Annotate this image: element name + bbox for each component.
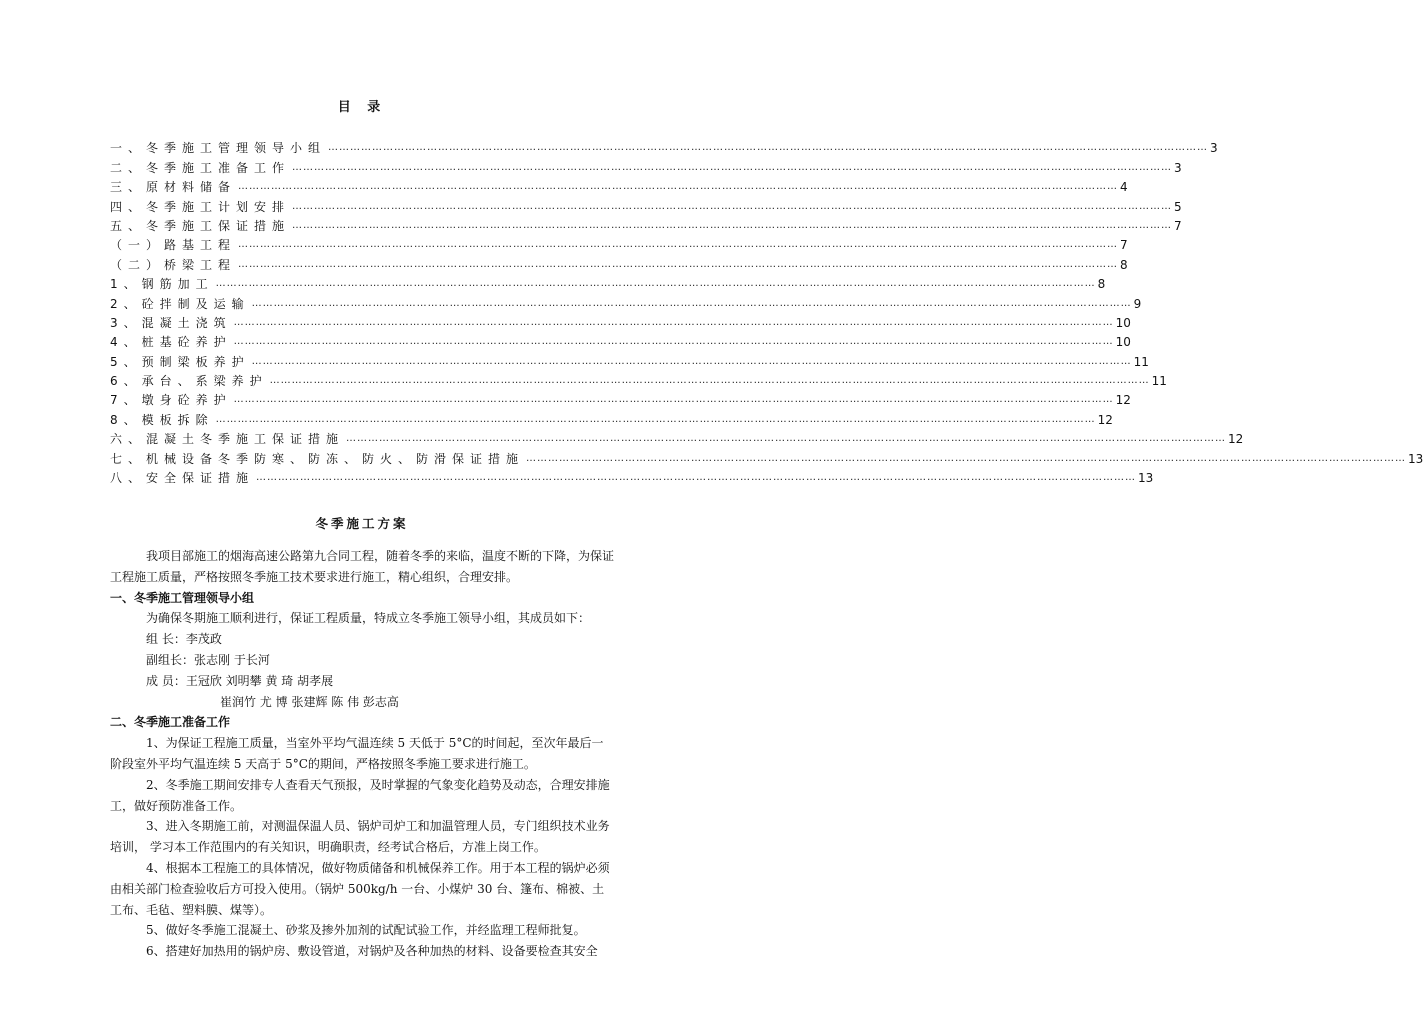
- toc-entry-label: 三、原材料储备: [110, 180, 237, 195]
- toc-entry-page: 3: [1174, 160, 1182, 175]
- document-title: 冬季施工方案: [315, 516, 409, 531]
- toc-leader-dots: ……………………………………………………………………………………………………………………………………………………………………………………………………………………: [292, 200, 1173, 212]
- toc-entry[interactable]: [110, 330, 1131, 350]
- toc-leader-dots: ……………………………………………………………………………………………………………………………………………………………………………………………………………………: [256, 472, 1137, 484]
- toc-entry[interactable]: [110, 252, 1128, 272]
- toc-entry-page: 11: [1151, 374, 1167, 389]
- toc-leader-dots: ……………………………………………………………………………………………………………………………………………………………………………………………………………………: [238, 258, 1119, 270]
- toc-leader-dots: ……………………………………………………………………………………………………………………………………………………………………………………………………………………: [346, 433, 1227, 445]
- toc-entry[interactable]: [110, 155, 1182, 175]
- toc-entry-label: 五、冬季施工保证措施: [110, 218, 291, 233]
- toc-entry[interactable]: [110, 311, 1131, 330]
- paragraph: 为确保冬期施工顺利进行，保证工程质量，特成立冬季施工领导小组，其成员如下：: [146, 611, 591, 626]
- toc-entry-label: 六、混凝土冬季施工保证措施: [110, 432, 345, 447]
- paragraph: 5、做好冬季施工混凝土、砂浆及掺外加剂的试配试验工作，并经监理工程师批复。: [146, 923, 586, 938]
- toc-leader-dots: ……………………………………………………………………………………………………………………………………………………………………………………………………………………: [328, 142, 1209, 154]
- members-line: 成 员：王冠欣 刘明攀 黄 琦 胡孝展: [146, 673, 334, 688]
- toc-entry[interactable]: [110, 214, 1182, 233]
- toc-entry-page: 8: [1120, 257, 1128, 272]
- toc-entry[interactable]: [110, 466, 1154, 486]
- deputy-leader: 副组长：张志刚 于长河: [146, 652, 270, 667]
- toc-leader-dots: ……………………………………………………………………………………………………………………………………………………………………………………………………………………: [251, 355, 1132, 367]
- toc-entry-page: 3: [1210, 141, 1218, 156]
- toc-leader-dots: ……………………………………………………………………………………………………………………………………………………………………………………………………………………: [238, 181, 1119, 193]
- toc-leader-dots: ……………………………………………………………………………………………………………………………………………………………………………………………………………………: [269, 375, 1150, 387]
- toc-entry-label: 5、预制梁板养护: [110, 354, 250, 369]
- toc-leader-dots: ……………………………………………………………………………………………………………………………………………………………………………………………………………………: [215, 413, 1096, 425]
- toc-entry-label: 6、承台、系梁养护: [110, 374, 268, 389]
- toc-entry[interactable]: [110, 175, 1128, 195]
- toc-entry[interactable]: [110, 233, 1128, 253]
- toc-title: 目 录: [337, 100, 387, 115]
- toc-entry-label: 4、桩基砼养护: [110, 335, 232, 350]
- paragraph: 6、搭建好加热用的锅炉房、敷设管道，对锅炉及各种加热的材料、设备要检查其安全: [146, 944, 598, 959]
- toc-entry-page: 13: [1138, 471, 1154, 486]
- toc-entry-page: 4: [1120, 180, 1128, 195]
- toc-leader-dots: ……………………………………………………………………………………………………………………………………………………………………………………………………………………: [526, 452, 1407, 464]
- toc-entry[interactable]: [110, 194, 1182, 214]
- toc-leader-dots: ……………………………………………………………………………………………………………………………………………………………………………………………………………………: [233, 336, 1114, 348]
- toc-entry-label: 2、砼拌制及运输: [110, 296, 250, 311]
- toc-leader-dots: ……………………………………………………………………………………………………………………………………………………………………………………………………………………: [292, 219, 1173, 231]
- toc-leader-dots: ……………………………………………………………………………………………………………………………………………………………………………………………………………………: [238, 239, 1119, 251]
- toc-entry-label: 3、混凝土浇筑: [110, 315, 232, 330]
- toc-entry-label: （一）路基工程: [110, 238, 237, 253]
- toc-leader-dots: ……………………………………………………………………………………………………………………………………………………………………………………………………………………: [292, 161, 1173, 173]
- toc-leader-dots: ……………………………………………………………………………………………………………………………………………………………………………………………………………………: [233, 316, 1114, 328]
- toc-leader-dots: ……………………………………………………………………………………………………………………………………………………………………………………………………………………: [233, 394, 1114, 406]
- group-leader: 组 长：李茂政: [146, 632, 222, 647]
- toc-entry-label: 八、安全保证措施: [110, 471, 255, 486]
- toc-entry-page: 12: [1097, 412, 1113, 427]
- toc-entry[interactable]: [110, 388, 1131, 408]
- toc-entry-page: 12: [1228, 432, 1244, 447]
- paragraph: 3、进入冬期施工前，对测温保温人员、锅炉司炉工和加温管理人员，专门组织技术业务培训， 学习本工作范围内的有关知识，明确职责，经考试合格后，方准上岗工作。: [110, 819, 610, 855]
- toc-entry-label: 7、墩身砼养护: [110, 393, 232, 408]
- section-heading: 一、冬季施工管理领导小组: [110, 590, 255, 605]
- toc-entry[interactable]: [110, 272, 1106, 292]
- toc-entry-page: 5: [1174, 199, 1182, 214]
- toc-entry[interactable]: [110, 369, 1167, 389]
- toc-leader-dots: ……………………………………………………………………………………………………………………………………………………………………………………………………………………: [215, 278, 1096, 290]
- members-line: 崔润竹 尤 博 张建辉 陈 伟 彭志高: [220, 694, 399, 709]
- toc-entry-page: 9: [1133, 296, 1142, 311]
- toc-entry[interactable]: [110, 349, 1149, 369]
- toc-entry[interactable]: [110, 407, 1113, 427]
- toc-entry-page: 8: [1097, 277, 1106, 292]
- toc-entry-label: 四、冬季施工计划安排: [110, 199, 291, 214]
- toc-entry-page: 7: [1174, 218, 1182, 233]
- intro-paragraph: 我项目部施工的烟海高速公路第九合同工程，随着冬季的来临，温度不断的下降，为保证工程施工质量，严格按照冬季施工技术要求进行施工，精心组织，合理安排。: [110, 549, 615, 584]
- table-of-contents: [110, 136, 1423, 486]
- paragraph: 4、根据本工程施工的具体情况，做好物质储备和机械保养工作。用于本工程的锅炉必须由相关部门检查验收后方可投入使用。（锅炉 500kg/h 一台、小煤炉 30 台、篷布、棉被、土工布、毛毡、塑料膜、煤等）。: [110, 860, 610, 917]
- toc-entry-label: 二、冬季施工准备工作: [110, 160, 291, 175]
- toc-entry-page: 13: [1408, 451, 1423, 466]
- paragraph: 1、为保证工程施工质量，当室外平均气温连续 5 天低于 5°C的时间起，至次年最后一阶段室外平均气温连续 5 天高于 5°C的期间，严格按照冬季施工要求进行施工。: [110, 736, 604, 771]
- paragraph: 2、冬季施工期间安排专人查看天气预报，及时掌握的气象变化趋势及动态，合理安排施工，做好预防准备工作。: [110, 777, 610, 813]
- toc-entry-page: 12: [1115, 393, 1131, 408]
- toc-entry[interactable]: [110, 291, 1142, 311]
- toc-entry-page: 10: [1115, 315, 1131, 330]
- toc-entry-label: （二）桥梁工程: [110, 257, 237, 272]
- toc-entry-label: 1、钢筋加工: [110, 277, 214, 292]
- toc-entry-label: 一、冬季施工管理领导小组: [110, 141, 327, 156]
- section-heading: 二、冬季施工准备工作: [110, 715, 231, 730]
- document-body: [110, 546, 615, 962]
- toc-entry-label: 七、机械设备冬季防寒、防冻、防火、防滑保证措施: [110, 451, 525, 466]
- toc-entry-page: 7: [1120, 238, 1128, 253]
- toc-entry-label: 8、模板拆除: [110, 412, 214, 427]
- toc-entry[interactable]: [110, 446, 1423, 466]
- toc-entry-page: 11: [1133, 354, 1149, 369]
- toc-entry[interactable]: [110, 427, 1244, 447]
- toc-entry-page: 10: [1115, 335, 1131, 350]
- toc-entry[interactable]: [110, 136, 1218, 156]
- toc-leader-dots: ……………………………………………………………………………………………………………………………………………………………………………………………………………………: [251, 297, 1132, 309]
